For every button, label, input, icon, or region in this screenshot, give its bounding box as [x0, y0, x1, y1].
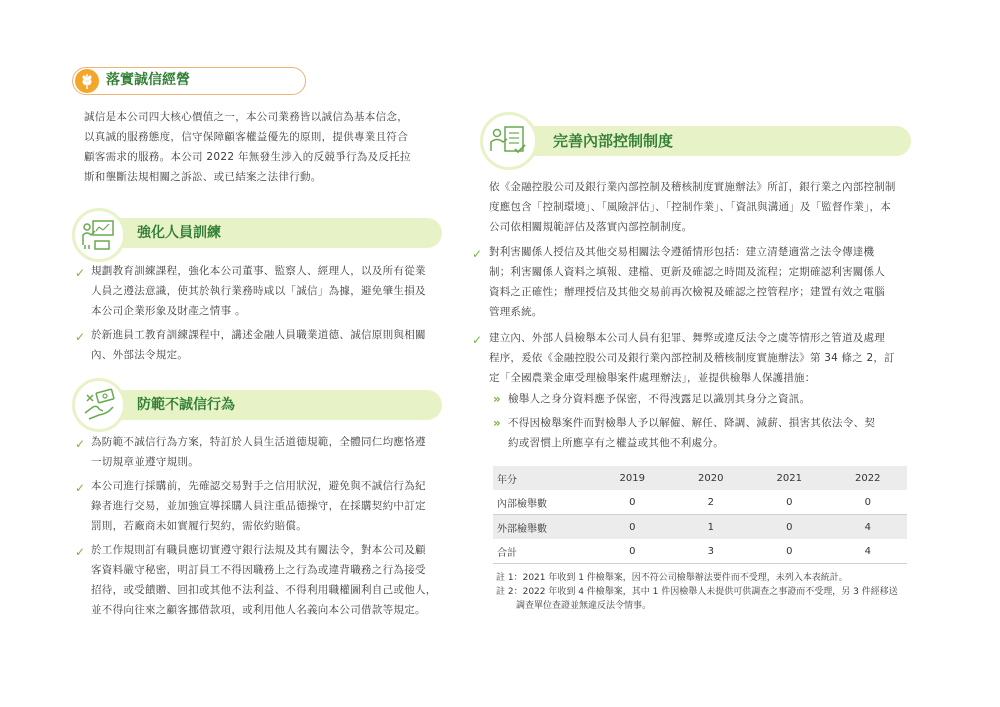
table-cell-label: 內部檢舉數: [493, 490, 593, 515]
text-line: 人員之遵法意識，使其於執行業務時咸以「誠信」為據，避免肇生損及: [91, 285, 426, 297]
text-line: 斯和壟斷法規相關之訴訟、或已結案之法律行動。: [84, 171, 322, 183]
text-line: 不得因檢舉案件而對檢舉人予以解僱、解任、降調、減薪、損害其依法令、契: [508, 417, 876, 429]
table-row: [493, 539, 907, 564]
table-header-cell: 2022: [829, 466, 908, 490]
text-line: 對利害關係人授信及其他交易相關法令遵循情形包括：建立清楚適當之法令傳達機: [489, 246, 875, 258]
control-intro: [489, 177, 919, 237]
text-line: 管理系統。: [489, 306, 543, 318]
text-line: 約或習慣上所應享有之權益或其他不利處分。: [508, 437, 724, 449]
check-icon: ✓: [75, 330, 86, 344]
table-cell-label: 合計: [493, 539, 593, 564]
prevent-item-3: [91, 540, 481, 620]
control-item-2: [489, 328, 919, 388]
prevent-icon-circle: [72, 378, 126, 432]
table-cell: 0: [750, 539, 829, 564]
whistleblow-table-wrap: [493, 466, 907, 564]
table-cell: 4: [829, 539, 908, 564]
table-cell: 0: [593, 539, 672, 564]
table-header-row: [493, 466, 907, 490]
text-line: 本公司企業形象及財產之情事 。: [91, 305, 246, 317]
text-line: 公司依相關規範評估及落實內部控制制度。: [489, 221, 693, 233]
table-cell: 3: [672, 539, 751, 564]
text-line: 內、外部法令規定。: [91, 349, 189, 361]
text-line: 依《金融控股公司及銀行業內部控制及稽核制度實施辦法》所訂，銀行業之內部控制制: [489, 181, 896, 193]
text-line: 制；利害關係人資料之填報、建檔、更新及確認之時間及流程；定期確認利害關係人: [489, 266, 885, 278]
text-line: 規劃教育訓練課程，強化本公司董事、監察人、經理人，以及所有從業: [91, 265, 426, 277]
note-line: 註 2：2022 年收到 4 件檢舉案，其中 1 件因檢舉人未提供可供調查之事證而不受理，另 3 件經移送: [496, 587, 898, 597]
table-row: [493, 515, 907, 540]
control-sub-item-1: [508, 389, 918, 409]
control-item-1: [489, 242, 919, 322]
table-header-cell: 年分: [493, 466, 593, 490]
prevent-item-2: [91, 476, 471, 536]
text-line: 定「全國農業金庫受理檢舉案件處理辦法」，並提供檢舉人保護措施：: [489, 372, 816, 384]
text-line: 於工作規則訂有職員應切實遵守銀行法規及其有關法令，對本公司及顧: [91, 544, 426, 556]
text-line: 為防範不誠信行為方案，特訂於人員生活道德規範，全體同仁均應恪遵: [91, 436, 426, 448]
training-icon-circle: [72, 208, 126, 262]
checklist-icon: [483, 115, 535, 167]
prevent-item-1: [91, 432, 471, 472]
chevron-icon: »: [493, 392, 501, 406]
text-line: 客資料嚴守秘密，明訂員工不得因職務上之行為或違背職務之行為接受: [91, 564, 426, 576]
table-notes: [496, 571, 916, 613]
table-cell: 0: [750, 515, 829, 540]
check-icon: ✓: [472, 247, 483, 261]
integrity-title: 落實誠信經營: [106, 72, 190, 88]
presentation-icon: [75, 211, 123, 259]
table-cell: 1: [672, 515, 751, 540]
text-line: 招待，或受饋贈、回扣或其他不法利益、不得利用職權圖利自己或他人，: [91, 584, 437, 596]
text-line: 本公司進行採購前，先確認交易對手之信用狀況，避免與不誠信行為紀: [91, 480, 426, 492]
table-cell: 0: [593, 490, 672, 515]
integrity-paragraph: [84, 107, 464, 187]
table-cell: 4: [829, 515, 908, 540]
check-icon: ✓: [75, 481, 86, 495]
text-line: 顧客需求的服務。本公司 2022 年無發生涉入的反競爭行為及反托拉: [84, 151, 411, 163]
control-icon-circle: [480, 112, 538, 170]
text-line: 度應包含「控制環境」、「風險評估」、「控制作業」、「資訊與溝通」及「監督作業」，本: [489, 201, 891, 213]
note-line: 調查單位查證並無違反法令情事。: [516, 601, 652, 611]
table-header-cell: 2020: [672, 466, 751, 490]
training-title: 強化人員訓練: [137, 225, 221, 241]
text-line: 資料之正確性；辦理授信及其他交易前再次檢視及確認之控管程序；建置有效之電腦: [489, 286, 885, 298]
text-line: 檢舉人之身分資料應予保密，不得洩露足以識別其身分之資訊。: [508, 393, 811, 405]
text-line: 錄者進行交易，並加強宣導採購人員注重品德操守，在採購契約中訂定: [91, 500, 426, 512]
table-cell-label: 外部檢舉數: [493, 515, 593, 540]
whistleblow-table: [493, 466, 907, 564]
refuse-bribe-icon: [75, 381, 123, 429]
training-item-2: [91, 325, 471, 365]
check-icon: ✓: [75, 545, 86, 559]
text-line: 於新進員工教育訓練課程中，講述金融人員職業道德、誠信原則與相關: [91, 329, 426, 341]
wheat-icon: [75, 69, 99, 93]
control-sub-item-2: [508, 413, 918, 453]
note-line: 註 1：2021 年收到 1 件檢舉案，因不符公司檢舉辦法要件而不受理，未列入本表統計。: [496, 573, 848, 583]
table-header-cell: 2021: [750, 466, 829, 490]
text-line: 罰則，若廠商未如實履行契約，需依約賠償。: [91, 520, 307, 532]
table-cell: 0: [829, 490, 908, 515]
table-header-cell: 2019: [593, 466, 672, 490]
check-icon: ✓: [75, 266, 86, 280]
text-line: 以真誠的服務態度，信守保障顧客權益優先的原則，提供專業且符合: [84, 131, 408, 143]
prevent-title: 防範不誠信行為: [137, 397, 235, 413]
text-line: 建立內、外部人員檢舉本公司人員有犯罪、舞弊或違反法令之虞等情形之管道及處理: [489, 332, 885, 344]
table-cell: 2: [672, 490, 751, 515]
chevron-icon: »: [493, 416, 501, 430]
table-row: [493, 490, 907, 515]
text-line: 並不得向往來之顧客挪借款項，或利用他人名義向本公司借款等規定。: [91, 604, 426, 616]
check-icon: ✓: [472, 333, 483, 347]
control-title: 完善內部控制制度: [553, 132, 674, 150]
text-line: 一切規章並遵守規則。: [91, 456, 199, 468]
training-item-1: [91, 261, 471, 321]
text-line: 誠信是本公司四大核心價值之一，本公司業務皆以誠信為基本信念，: [84, 111, 408, 123]
table-cell: 0: [750, 490, 829, 515]
text-line: 程序，爰依《金融控股公司及銀行業內部控制及稽核制度實施辦法》第 34 條之 2，訂: [489, 352, 895, 364]
table-cell: 0: [593, 515, 672, 540]
check-icon: ✓: [75, 437, 86, 451]
